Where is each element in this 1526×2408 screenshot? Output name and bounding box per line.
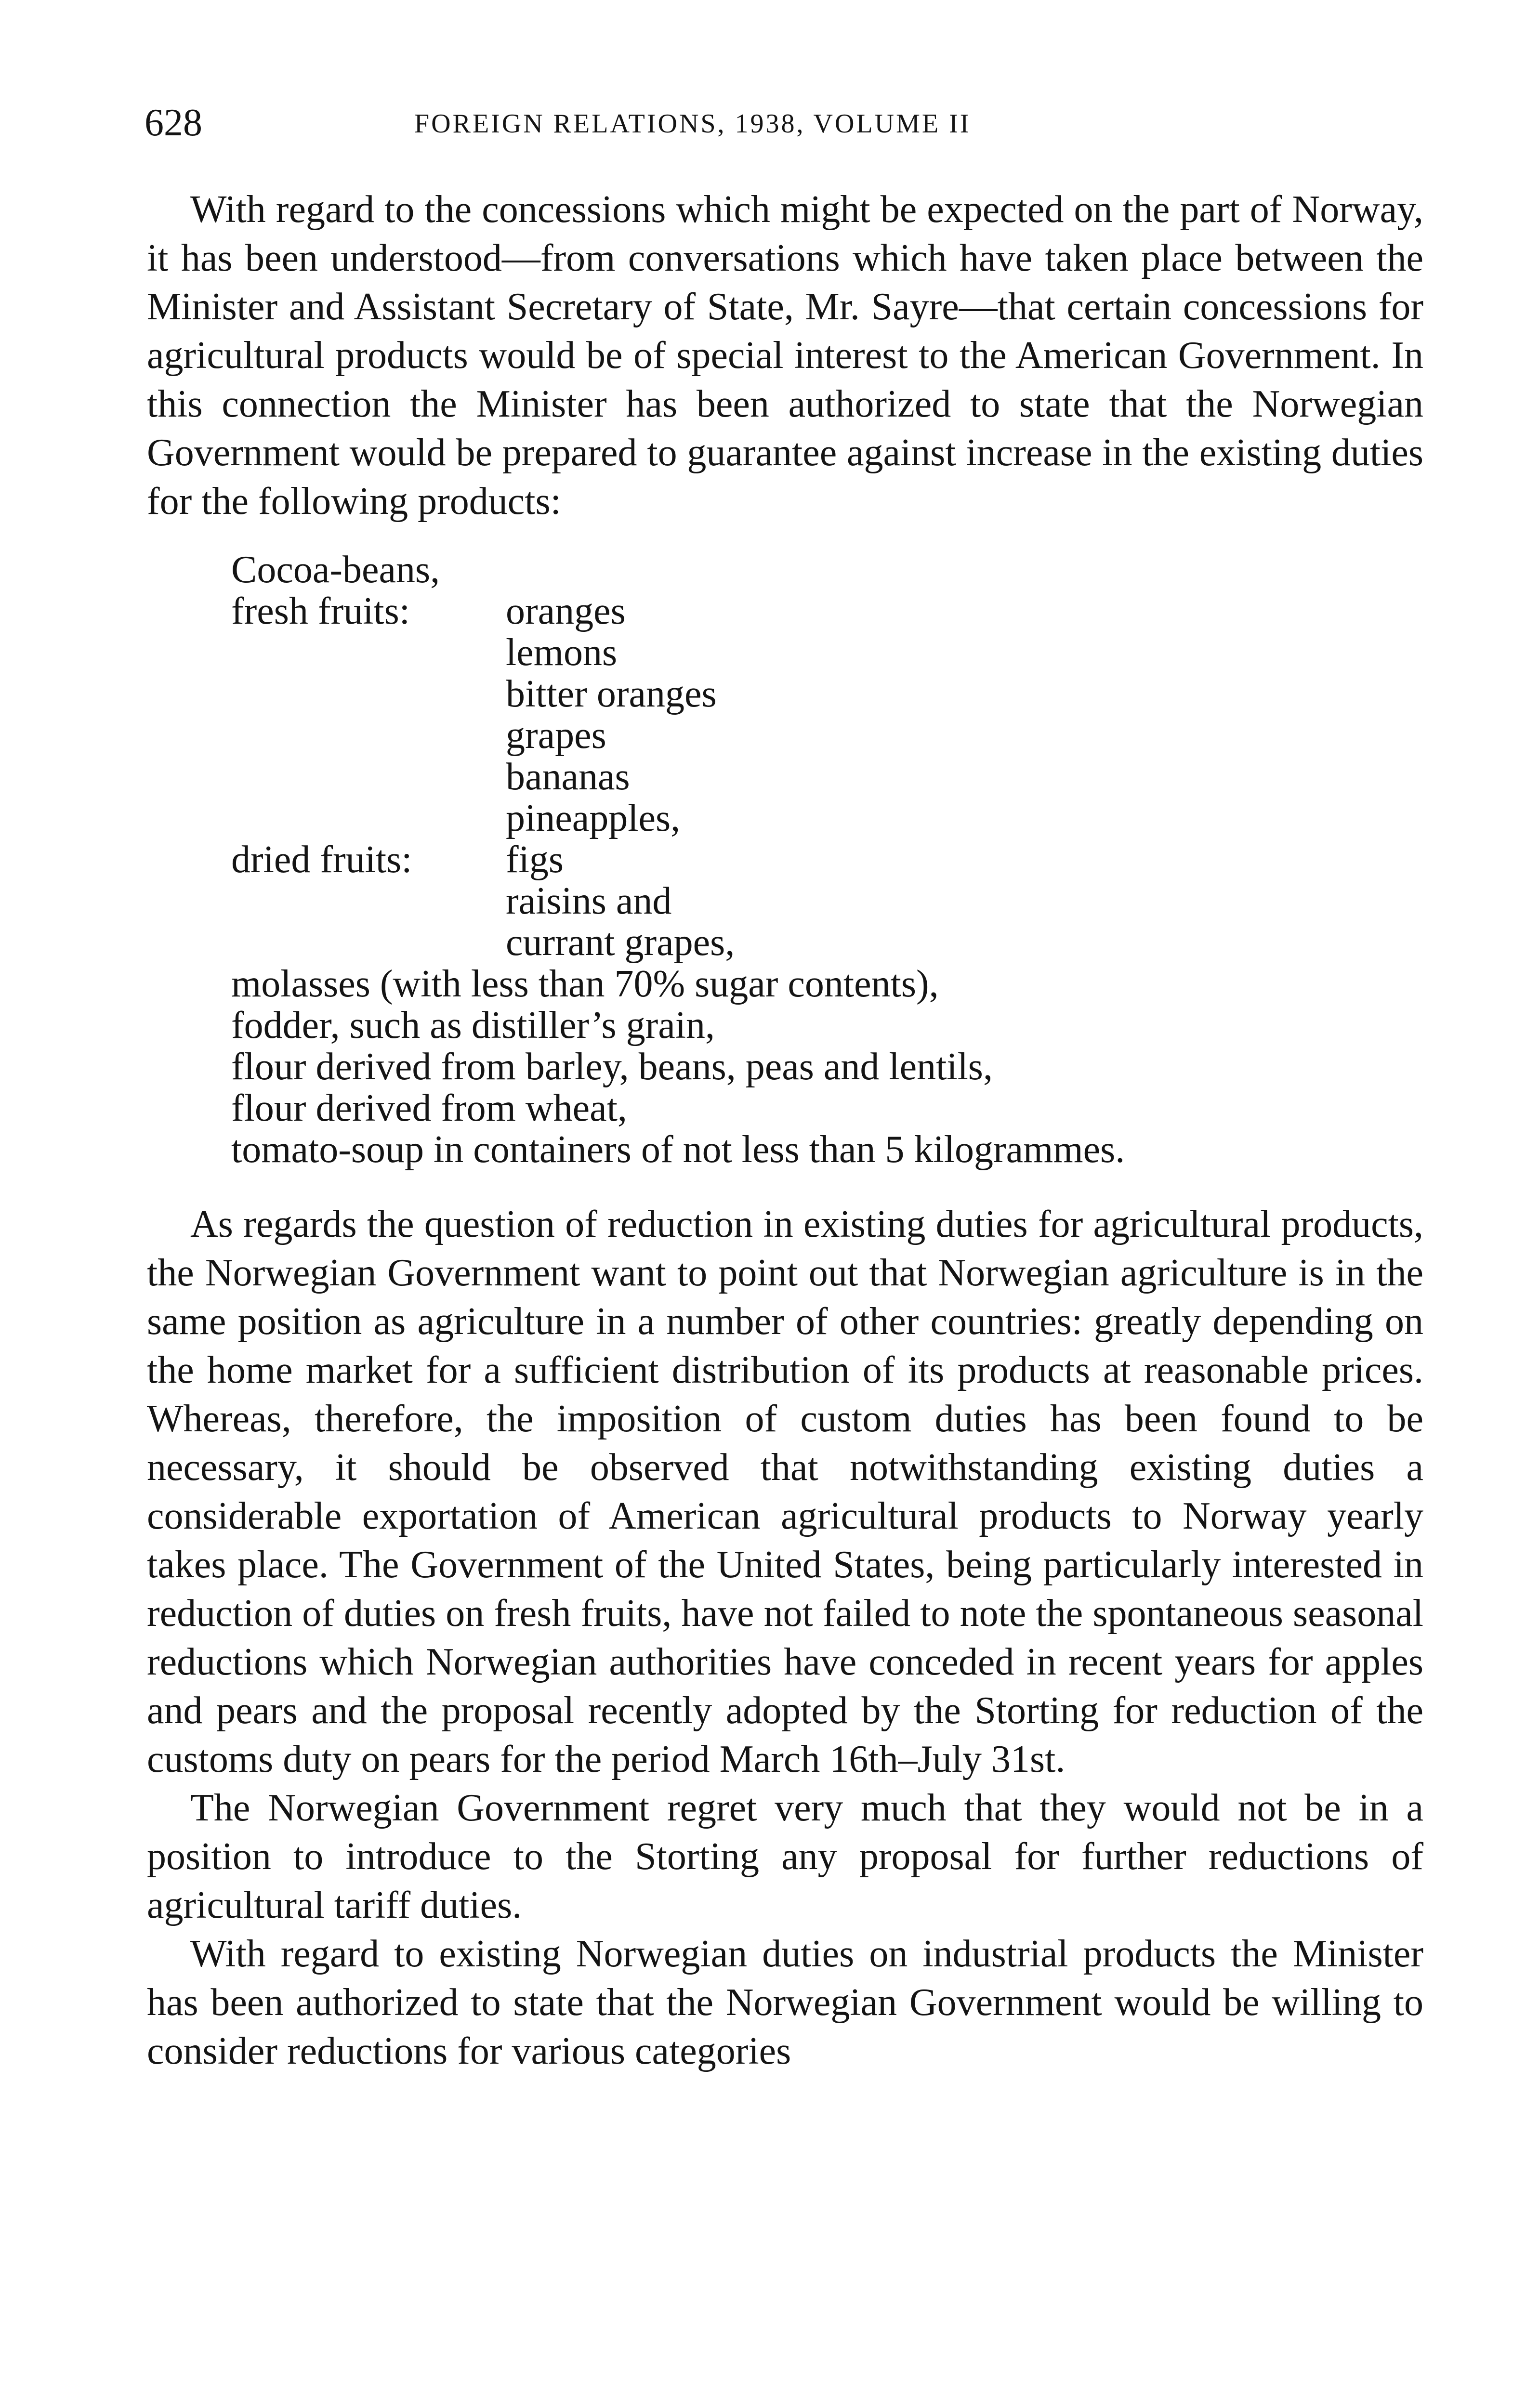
page-body	[147, 185, 1423, 2076]
paragraph-agricultural-duties: As regards the question of reduction in existing duties for agricultural products, the Norwegian Government want to point out that Norwegian agriculture is in the same position as agriculture in a number of other countries: greatly depending on the home market for a sufficient distribution of its products at reasonable prices. Whereas, therefore, the imposition of custom duties has been found to be necessary, it should be observed that notwithstanding existing duties a considerable exportation of American agricultural products to Norway yearly takes place. The Government of the United States, being particularly interested in reduction of duties on fresh fruits, have not failed to note the spontaneous seasonal reductions which Norwegian authorities have conceded in recent years for apples and pears and the proposal recently adopted by the Storting for reduction of the customs duty on pears for the period March 16th–July 31st.	[147, 1203, 1423, 1780]
fresh-fruit-item: bitter oranges	[506, 673, 717, 715]
fresh-fruit-item: grapes	[506, 714, 606, 757]
dried-fruit-item: currant grapes,	[506, 921, 735, 964]
product-row	[231, 880, 1423, 922]
paragraph-regret: The Norwegian Government regret very much that they would not be in a position to introduce to the Storting any proposal for further reductions of agricultural tariff duties.	[147, 1787, 1423, 1926]
product-row	[231, 798, 1423, 839]
page-number: 628	[145, 102, 202, 144]
product-row	[231, 715, 1423, 756]
product-row	[231, 590, 1423, 632]
product-row	[231, 839, 1423, 880]
paragraph-industrial-products: With regard to existing Norwegian duties on industrial products the Minister has been authorized to state that the Norwegian Government would be willing to consider reductions for various categories	[147, 1933, 1423, 2072]
product-list	[231, 549, 1423, 1170]
product-row	[231, 922, 1423, 963]
product-cocoa-beans: Cocoa-beans,	[231, 549, 440, 591]
dried-fruit-item: raisins and	[506, 880, 672, 922]
running-title: FOREIGN RELATIONS, 1938, VOLUME II	[414, 109, 971, 139]
product-tomato-soup: tomato-soup in containers of not less than 5 kilogrammes.	[231, 1128, 1125, 1171]
fresh-fruit-item: lemons	[506, 631, 618, 674]
fresh-fruit-item: oranges	[506, 590, 626, 632]
paragraph-concessions: With regard to the concessions which might be expected on the part of Norway, it has been understood—from conversations which have taken place between the Minister and Assistant Secretary of State, Mr. Sayre—that certain concessions for agricultural products would be of special interest to the American Government. In this connection the Minister has been authorized to state that the Norwegian Government would be prepared to guarantee against increase in the existing duties for the following products:	[147, 188, 1423, 523]
dried-fruits-label: dried fruits:	[231, 838, 412, 881]
product-row	[231, 632, 1423, 673]
page-header	[145, 96, 1426, 149]
fresh-fruit-item: pineapples,	[506, 797, 681, 839]
product-molasses: molasses (with less than 70% sugar contents),	[231, 963, 939, 1005]
product-flour-wheat: flour derived from wheat,	[231, 1087, 627, 1129]
fresh-fruits-label: fresh fruits:	[231, 590, 410, 632]
product-flour-barley: flour derived from barley, beans, peas and lentils,	[231, 1046, 993, 1088]
dried-fruit-item: figs	[506, 838, 564, 881]
fresh-fruit-item: bananas	[506, 756, 630, 798]
product-fodder: fodder, such as distiller’s grain,	[231, 1004, 715, 1047]
product-row	[231, 756, 1423, 798]
product-row	[231, 673, 1423, 715]
